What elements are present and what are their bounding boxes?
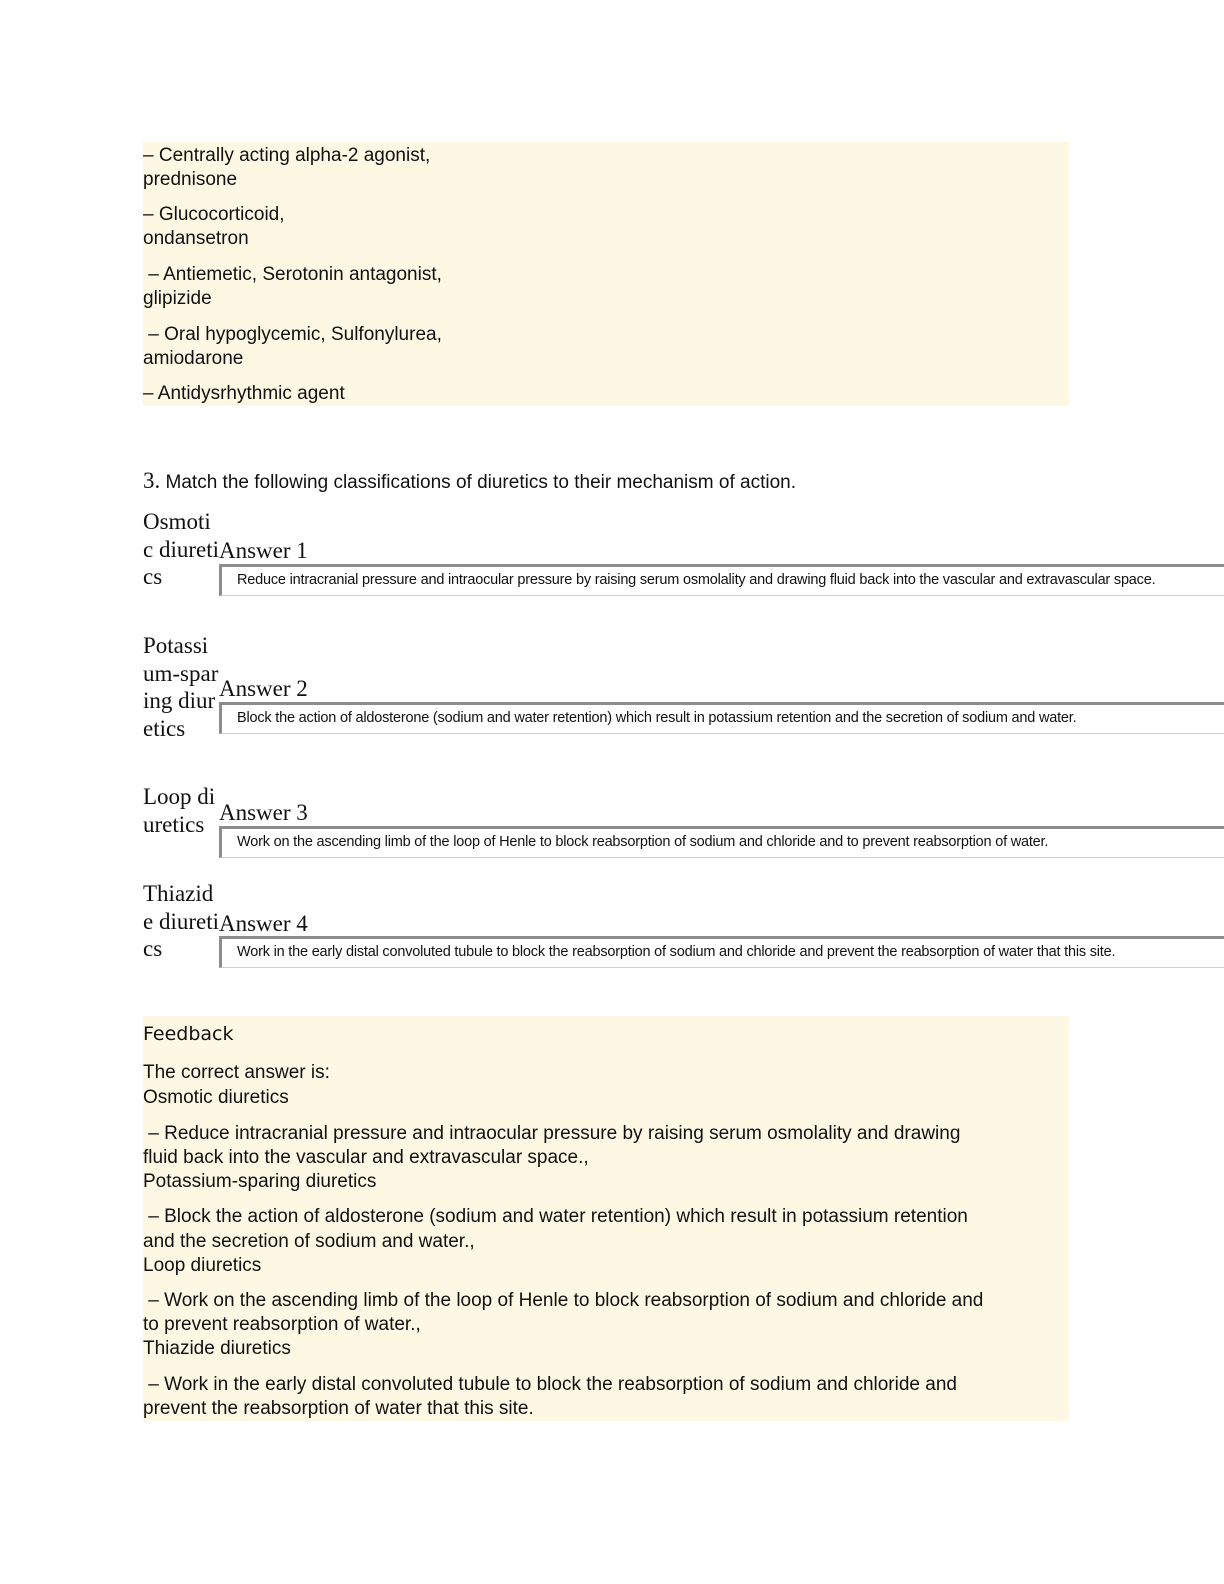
feedback-line: Loop diuretics xyxy=(143,1255,262,1276)
answer-label-2: Answer 2 xyxy=(219,676,308,701)
answer-label-3: Answer 3 xyxy=(219,800,308,825)
feedback-line: Thiazide diuretics xyxy=(143,1338,291,1359)
match-term-loop: Loop diuretics xyxy=(143,784,216,837)
feedback-line: to prevent reabsorption of water., xyxy=(143,1314,421,1335)
feedback-line: – Block the action of aldosterone (sodium and water retention) which result in potassium retention xyxy=(143,1206,968,1227)
feedback-line: Potassium-sparing diuretics xyxy=(143,1171,377,1192)
feedback-line: The correct answer is: xyxy=(143,1062,330,1083)
answer-label-4: Answer 4 xyxy=(219,911,308,936)
match-term-potassium-sparing: Potassium-sparing diuretics xyxy=(143,633,219,741)
match-term-osmotic: Osmotic diuretics xyxy=(143,509,219,589)
previous-feedback-line: – Antiemetic, Serotonin antagonist, xyxy=(143,264,442,285)
feedback-line: – Reduce intracranial pressure and intraocular pressure by raising serum osmolality and drawing xyxy=(143,1123,961,1144)
feedback-title: Feedback xyxy=(143,1023,234,1045)
answer-select-2[interactable]: Block the action of aldosterone (sodium and water retention) which result in potassium retention and the secretion of sodium and water. xyxy=(219,702,1224,734)
previous-feedback-line: amiodarone xyxy=(143,348,244,369)
previous-feedback-line: ondansetron xyxy=(143,228,249,249)
answer-select-4[interactable]: Work in the early distal convoluted tubule to block the reabsorption of sodium and chloride and prevent the reabsorption of water that this site. xyxy=(219,936,1224,968)
answer-select-1[interactable]: Reduce intracranial pressure and intraocular pressure by raising serum osmolality and drawing fluid back into the vascular and extravascular space. xyxy=(219,564,1224,596)
feedback-line: – Work on the ascending limb of the loop of Henle to block reabsorption of sodium and chloride and xyxy=(143,1290,984,1311)
previous-feedback-line: – Antidysrhythmic agent xyxy=(143,383,345,404)
answer-select-3[interactable]: Work on the ascending limb of the loop of Henle to block reabsorption of sodium and chloride and to prevent reabsorption of water. xyxy=(219,826,1224,858)
match-term-thiazide: Thiazide diuretics xyxy=(143,881,219,961)
feedback-line: prevent the reabsorption of water that this site. xyxy=(143,1398,534,1419)
question-text xyxy=(143,468,796,496)
feedback-line: fluid back into the vascular and extravascular space., xyxy=(143,1147,589,1168)
previous-feedback-line: – Glucocorticoid, xyxy=(143,204,285,225)
question-number: 3. xyxy=(143,468,161,493)
feedback-line: and the secretion of sodium and water., xyxy=(143,1231,475,1252)
feedback-line: Osmotic diuretics xyxy=(143,1087,289,1108)
answer-label-1: Answer 1 xyxy=(219,538,308,563)
previous-feedback-line: prednisone xyxy=(143,169,238,190)
previous-feedback-line: – Centrally acting alpha-2 agonist, xyxy=(143,145,431,166)
previous-feedback-line: – Oral hypoglycemic, Sulfonylurea, xyxy=(143,324,442,345)
feedback-line: – Work in the early distal convoluted tubule to block the reabsorption of sodium and chloride and xyxy=(143,1374,957,1395)
question-prompt: Match the following classifications of diuretics to their mechanism of action. xyxy=(165,472,796,493)
previous-feedback-line: glipizide xyxy=(143,288,212,309)
